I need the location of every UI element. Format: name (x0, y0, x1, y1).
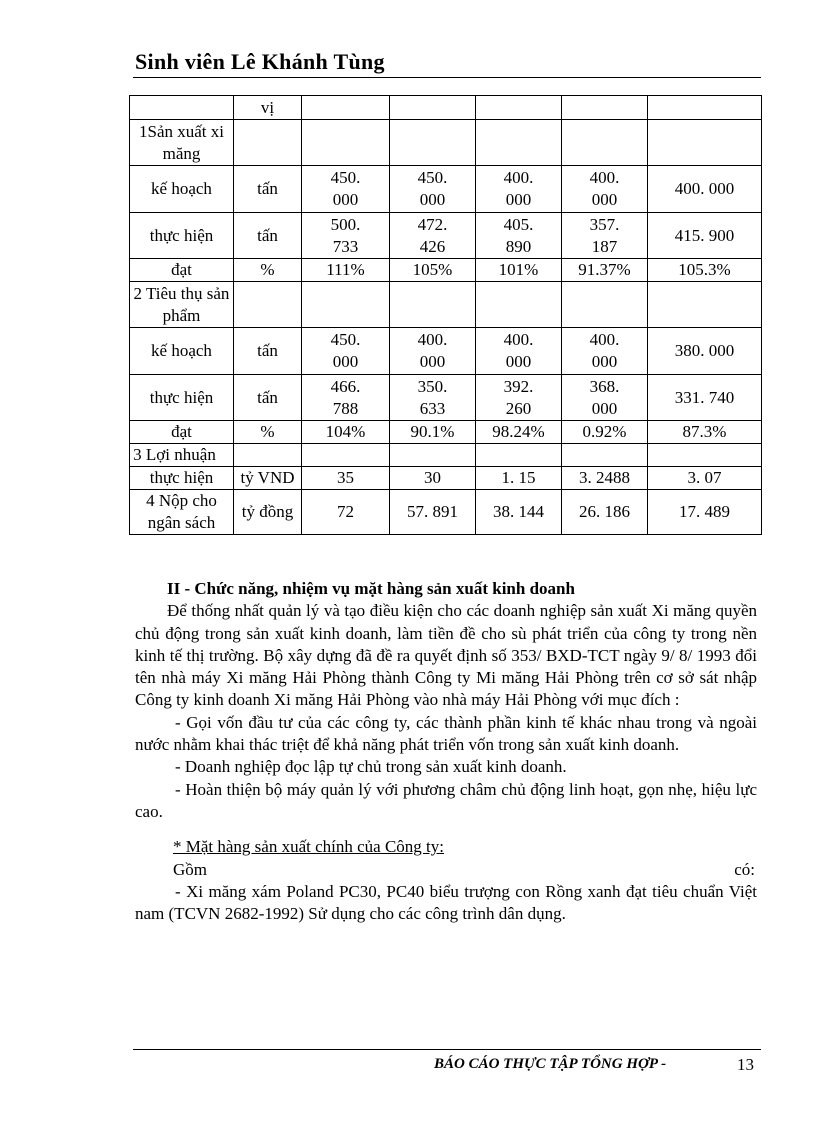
table-cell-value: 368. 000 (562, 375, 648, 421)
table-cell-unit: tỷ VND (234, 467, 302, 490)
table-cell-label: 2 Tiêu thụ sản phẩm (130, 282, 234, 328)
table-cell-value (476, 282, 562, 328)
table-row (130, 467, 762, 490)
table-cell-value: 98.24% (476, 421, 562, 444)
table-row (130, 259, 762, 282)
table-cell-unit: tấn (234, 213, 302, 259)
table-cell (130, 96, 234, 120)
table-cell-value (562, 444, 648, 467)
table-cell-value: 3. 2488 (562, 467, 648, 490)
table-cell-value: 331. 740 (648, 375, 762, 421)
table-cell-unit: tấn (234, 166, 302, 213)
table-cell-value: 500. 733 (302, 213, 390, 259)
table-cell-value (476, 120, 562, 166)
table-cell (562, 96, 648, 120)
table-cell-value: 380. 000 (648, 328, 762, 375)
subheading: * Mặt hàng sản xuất chính của Công ty: (173, 837, 445, 857)
table-cell-label: kế hoạch (130, 166, 234, 213)
table-cell-value (648, 282, 762, 328)
table-cell-value: 101% (476, 259, 562, 282)
bullet-item: - Gọi vốn đầu tư của các công ty, các thành phần kinh tế khác nhau trong và ngoài nước nhằm khai thác triệt để khả năng phát triển vốn trong sản xuất kinh doanh. (135, 712, 757, 755)
table-cell-value: 472. 426 (390, 213, 476, 259)
table-cell-value: 35 (302, 467, 390, 490)
gom-line (135, 859, 757, 881)
table-cell-unit: tỷ đồng (234, 490, 302, 535)
table-cell-value: 450. 000 (302, 166, 390, 213)
section-heading: II - Chức năng, nhiệm vụ mặt hàng sản xuất kinh doanh (167, 579, 575, 598)
table-cell-value: 400. 000 (648, 166, 762, 213)
table-cell-value (390, 282, 476, 328)
table-cell-value: 87.3% (648, 421, 762, 444)
table-cell-value: 72 (302, 490, 390, 535)
table-cell-label: kế hoạch (130, 328, 234, 375)
table-cell-value: 17. 489 (648, 490, 762, 535)
table-cell-value: 357. 187 (562, 213, 648, 259)
table-cell-value: 400. 000 (562, 166, 648, 213)
table-row-continued-header (130, 96, 762, 120)
table-cell-value (302, 282, 390, 328)
table-cell-value: 26. 186 (562, 490, 648, 535)
table-cell-value: 90.1% (390, 421, 476, 444)
table-cell-value (302, 444, 390, 467)
header-divider (133, 77, 761, 78)
table-cell-value: 57. 891 (390, 490, 476, 535)
table-cell-unit: vị (234, 96, 302, 120)
table-row (130, 120, 762, 166)
table-cell-unit: % (234, 421, 302, 444)
table-cell-label: thực hiện (130, 375, 234, 421)
table-cell-value: 91.37% (562, 259, 648, 282)
table-cell-label (130, 444, 234, 467)
table-cell-value: 466. 788 (302, 375, 390, 421)
production-results-table (129, 95, 762, 535)
table-cell-value: 30 (390, 467, 476, 490)
table-cell-unit: % (234, 259, 302, 282)
table-cell-value (562, 120, 648, 166)
table-row (130, 421, 762, 444)
table-row (130, 166, 762, 213)
gom-left-text: Gồm (173, 859, 207, 879)
table-cell-value: 105% (390, 259, 476, 282)
table-cell-label: đạt (130, 421, 234, 444)
table-cell-label: 4 Nộp cho ngân sách (130, 490, 234, 535)
bullet-item: - Doanh nghiệp đọc lập tự chủ trong sản xuất kinh doanh. (175, 757, 567, 777)
table-cell-value (562, 282, 648, 328)
table-cell-label: thực hiện (130, 213, 234, 259)
table-cell-value (390, 444, 476, 467)
table-row (130, 282, 762, 328)
table-cell-label: đạt (130, 259, 234, 282)
table-cell-unit: tấn (234, 328, 302, 375)
table-cell-value: 38. 144 (476, 490, 562, 535)
table-cell-value (476, 444, 562, 467)
table-row (130, 490, 762, 535)
table-cell-label: 1Sản xuất xi măng (130, 120, 234, 166)
table-cell-value: 400. 000 (562, 328, 648, 375)
table-cell-value: 0.92% (562, 421, 648, 444)
table-row (130, 213, 762, 259)
table-cell-value: 392. 260 (476, 375, 562, 421)
table-cell-value: 450. 000 (390, 166, 476, 213)
table-cell-value (390, 120, 476, 166)
gom-right-text: có: (734, 859, 755, 879)
table-cell-value: 415. 900 (648, 213, 762, 259)
table-cell-unit: tấn (234, 375, 302, 421)
table-cell (648, 96, 762, 120)
table-row (130, 444, 762, 467)
table-cell-value: 400. 000 (476, 328, 562, 375)
table-cell-value: 111% (302, 259, 390, 282)
table-cell (476, 96, 562, 120)
table-cell-value: 1. 15 (476, 467, 562, 490)
table-cell (302, 96, 390, 120)
bullet-item: - Xi măng xám Poland PC30, PC40 biểu trượng con Rồng xanh đạt tiêu chuẩn Việt nam (TCVN 2682-1992) Sử dụng cho các công trình dân dụng. (135, 881, 757, 924)
document-body (135, 578, 757, 925)
page-header-title: Sinh viên Lê Khánh Tùng (135, 49, 385, 74)
table-cell-value: 104% (302, 421, 390, 444)
table-cell-label-text: 3 Lợi nhuận (133, 445, 216, 464)
table-cell-value: 450. 000 (302, 328, 390, 375)
body-paragraph: Để thống nhất quản lý và tạo điều kiện cho các doanh nghiệp sản xuất Xi măng quyền chủ động trong sản xuất kinh doanh, làm tiền đề cho sù phát triển của công ty trong nền kinh tế thị trường. Bộ xây dựng đã đề ra quyết định số 353/ BXD-TCT ngày 9/ 8/ 1993 đổi tên nhà máy Xi măng Hải Phòng thành Công ty Mi măng Hải Phòng trên cơ sở sát nhập Công ty kinh doanh Xi măng Hải Phòng vào nhà máy Hải Phòng với mục đích : (135, 601, 757, 710)
table-cell-unit (234, 282, 302, 328)
table-row (130, 328, 762, 375)
footer-divider (133, 1049, 761, 1050)
table-cell-value: 105.3% (648, 259, 762, 282)
table-cell-value (302, 120, 390, 166)
table-cell-value: 405. 890 (476, 213, 562, 259)
table-cell-value: 350. 633 (390, 375, 476, 421)
table-cell (390, 96, 476, 120)
bullet-item: - Hoàn thiện bộ máy quản lý với phương châm chủ động linh hoạt, gọn nhẹ, hiệu lực cao. (135, 779, 757, 821)
page-number: 13 (737, 1055, 754, 1074)
table-cell-value: 3. 07 (648, 467, 762, 490)
table-cell-value (648, 444, 762, 467)
table-row (130, 375, 762, 421)
table-cell-value: 400. 000 (476, 166, 562, 213)
table-cell-unit (234, 444, 302, 467)
footer-report-title: BÁO CÁO THỰC TẬP TỔNG HỢP - (434, 1056, 667, 1072)
table-cell-value (648, 120, 762, 166)
table-cell-unit (234, 120, 302, 166)
table-cell-label: thực hiện (130, 467, 234, 490)
table-cell-value: 400. 000 (390, 328, 476, 375)
